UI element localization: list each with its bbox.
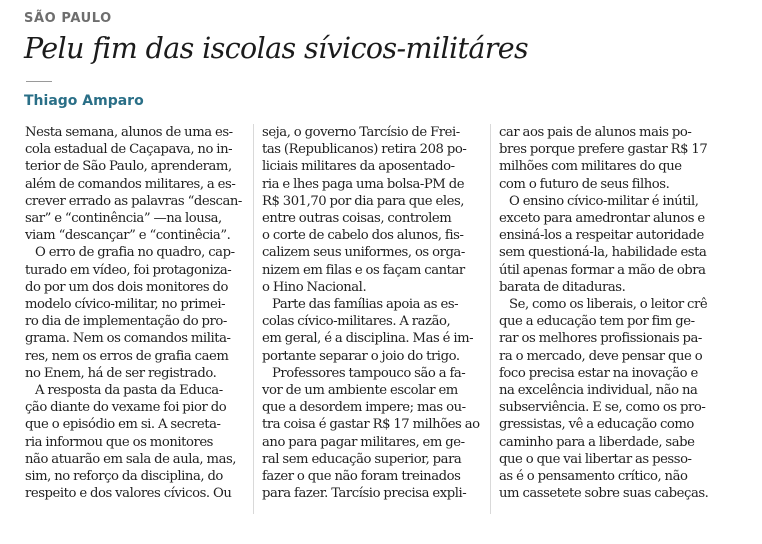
text-line: rar os melhores profissionais pa- — [499, 331, 702, 347]
text-line: um cassetete sobre suas cabeças. — [499, 486, 709, 502]
text-line: tas (Republicanos) retira 208 po- — [262, 142, 467, 158]
text-line: liciais militares da aposentado- — [262, 159, 455, 175]
text-line: ro dia de implementação do pro- — [25, 314, 227, 330]
section-label: SÃO PAULO — [24, 11, 112, 26]
text-line: grama. Nem os comandos milita- — [25, 331, 231, 347]
divider-rule — [26, 81, 52, 82]
text-line: ano para pagar militares, em ge- — [262, 434, 465, 450]
text-line: turado em vídeo, foi protagoniza- — [25, 262, 232, 278]
text-line: no Enem, há de ser registrado. — [25, 365, 217, 381]
text-line: crever errado as palavras “descan- — [25, 193, 242, 209]
text-line: O ensino cívico-militar é inútil, — [509, 193, 699, 209]
column-divider — [253, 124, 254, 514]
text-line: entre outras coisas, controlem — [262, 211, 452, 227]
text-line: que o episódio em si. A secreta- — [25, 417, 221, 433]
text-line: que a educação tem por fim ge- — [499, 314, 695, 330]
headline: Pelu fim das iscolas sívicos-militáres — [24, 32, 529, 65]
text-line: O erro de grafia no quadro, cap- — [35, 245, 235, 261]
article-column-3 — [499, 124, 708, 502]
text-line: Parte das famílias apoia as es- — [272, 297, 459, 313]
text-line: seja, o governo Tarcísio de Frei- — [262, 125, 460, 140]
text-line: viam “descançar” e “continêcia”. — [25, 228, 231, 244]
text-line: ral sem educação superior, para — [262, 451, 462, 467]
text-line: cola estadual de Caçapava, no in- — [25, 142, 233, 158]
text-line: sem questioná-la, habilidade esta — [499, 245, 707, 261]
text-line: res, nem os erros de grafia caem — [25, 348, 229, 364]
text-line: o Hino Nacional. — [262, 279, 367, 295]
text-line: colas cívico-militares. A razão, — [262, 314, 451, 330]
text-line: milhões com militares do que — [499, 159, 682, 175]
text-line: não atuarão em sala de aula, mas, — [25, 451, 237, 467]
text-line: bres porque prefere gastar R$ 17 — [499, 142, 708, 158]
text-line: barata de ditaduras. — [499, 279, 626, 295]
text-line: Professores tampouco são a fa- — [272, 365, 466, 381]
text-line: sim, no reforço da disciplina, do — [25, 469, 223, 485]
text-line: calizem seus uniformes, os orga- — [262, 245, 465, 261]
column-divider — [490, 124, 491, 514]
text-line: as é o pensamento crítico, não — [499, 469, 688, 485]
text-line: ensiná-los a respeitar autoridade — [499, 228, 704, 244]
text-line: foco precisa estar na inovação e — [499, 365, 698, 381]
text-line: modelo cívico-militar, no primei- — [25, 297, 226, 313]
text-line: Nesta semana, alunos de uma es- — [25, 125, 233, 140]
text-line: subserviência. E se, como os pro- — [499, 400, 706, 416]
text-line: ção diante do vexame foi pior do — [25, 400, 227, 416]
text-line: o corte de cabelo dos alunos, fis- — [262, 228, 464, 244]
text-line: do por um dos dois monitores do — [25, 279, 229, 295]
text-line: tra coisa é gastar R$ 17 milhões ao — [262, 417, 480, 433]
text-line: nizem em filas e os façam cantar — [262, 262, 465, 278]
text-line: na excelência individual, não na — [499, 383, 698, 399]
text-line: ria informou que os monitores — [25, 434, 213, 450]
text-line: terior de São Paulo, aprenderam, — [25, 159, 232, 175]
article-column-2 — [262, 124, 480, 502]
text-line: portante separar o joio do trigo. — [262, 348, 460, 364]
text-line: R$ 301,70 por dia para que eles, — [262, 193, 465, 209]
text-line: respeito e dos valores cívicos. Ou — [25, 486, 232, 502]
text-line: para fazer. Tarcísio precisa expli- — [262, 486, 467, 502]
text-line: Se, como os liberais, o leitor crê — [509, 297, 708, 313]
text-line: sar” e “continência” —na lousa, — [25, 211, 222, 227]
text-line: que o que vai libertar as pesso- — [499, 451, 692, 467]
text-line: fazer o que não foram treinados — [262, 469, 461, 485]
text-line: que a desordem impere; mas ou- — [262, 400, 466, 416]
text-line: ra o mercado, deve pensar que o — [499, 348, 703, 364]
text-line: A resposta da pasta da Educa- — [35, 383, 223, 399]
text-line: ria e lhes paga uma bolsa-PM de — [262, 176, 465, 192]
text-line: gressistas, vê a educação como — [499, 417, 694, 433]
text-line: vor de um ambiente escolar em — [262, 383, 458, 399]
text-line: caminho para a liberdade, sabe — [499, 434, 695, 450]
text-line: em geral, é a disciplina. Mas é im- — [262, 331, 474, 347]
text-line: útil apenas formar a mão de obra — [499, 262, 706, 278]
text-line: além de comandos militares, a es- — [25, 176, 236, 192]
text-line: car aos pais de alunos mais po- — [499, 125, 692, 140]
author-byline: Thiago Amparo — [24, 93, 144, 109]
text-line: exceto para amedrontar alunos e — [499, 211, 705, 227]
article-column-1 — [25, 124, 242, 502]
text-line: com o futuro de seus filhos. — [499, 176, 670, 192]
